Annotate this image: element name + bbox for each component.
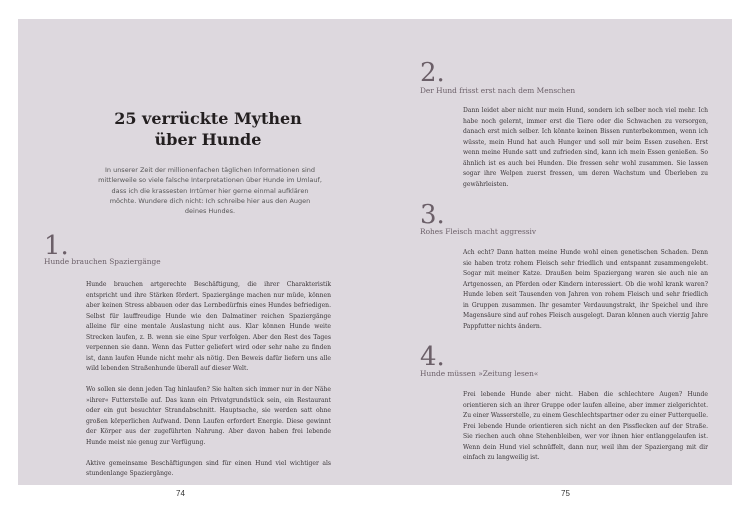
section-body-4: [463, 390, 708, 464]
section-number-2: 2.: [420, 58, 445, 88]
section-heading-1: Hunde brauchen Spaziergänge: [44, 257, 161, 266]
paragraph: Aktive gemeinsame Beschäftigungen sind für einen Hund viel wichtiger als stundenlange Spaziergänge.: [86, 459, 331, 477]
section-body-2: [463, 106, 708, 190]
section-heading-4: Hunde müssen »Zeitung lesen«: [420, 369, 539, 378]
section-heading-2: Der Hund frisst erst nach dem Menschen: [420, 86, 576, 95]
paragraph: Ach echt? Dann hatten meine Hunde wohl einen genetischen Schaden. Denn sie haben trotz rohem Fleisch sehr friedlich und entspannt zusammengelebt. Sogar mit meiner Katze. Draußen beim Spaziergang waren sie auch nie an Artgenossen, an Pferden oder Kindern interessiert. Ob die wohl krank waren? Hunde leben seit Tausenden von Jahren von rohem Fleisch und sehr friedlich in Gruppen zusammen. Ihr gesamter Verdauungstrakt, ihr Speichel und ihre Magensäure sind auf rohes Fleisch ausgelegt. Daran können auch vierzig Jahre Pappfutter nichts ändern.: [463, 249, 708, 330]
chapter-title: [108, 108, 308, 150]
paragraph: Hunde brauchen artgerechte Beschäftigung, die ihrer Charakteristik entspricht und ihre Stärken fördert. Spaziergänge machen nur müde, können aber keinen Stress abbauen oder das Lernbedürfnis eines Hundes befriedigen. Selbst für lauffreudige Hunde wie den Dalmatiner reichen Spaziergänge alleine für eine mentale Auslastung nicht aus. Klar können Hunde weite Strecken laufen, z. B. wenn sie eine Spur verfolgen. Aber den Rest des Tages verpennen sie dann. Wenn das Futter geliefert wird oder sehr nahe zu finden ist, dann laufen Hunde nicht mehr als nötig. Den Beweis dafür liefern uns alle wild lebenden Straßenhunde überall auf dieser Welt.: [86, 281, 331, 372]
page-number-right: 75: [561, 489, 570, 498]
chapter-title-line2: über Hunde: [154, 130, 262, 149]
section-heading-3: Rohes Fleisch macht aggressiv: [420, 227, 537, 236]
paragraph: Frei lebende Hunde aber nicht. Haben die schlechtere Augen? Hunde orientieren sich an ihrer Gruppe oder laufen alleine, aber immer zielgerichtet. Zu einer Wasserstelle, zu einem Geschlechtspartner oder zu einer Futterquelle. Frei lebende Hunde orientieren sich nicht an den Pissflecken auf der Straße. Sie riechen auch ohne Stehenbleiben, wer vor ihnen hier entlanggelaufen ist. Wenn dein Hund viel schnüffelt, dann nur, weil ihm der Spaziergang mit dir einfach zu langweilig ist.: [463, 391, 708, 461]
section-body-3: [463, 248, 708, 332]
paragraph: Wo sollen sie denn jeden Tag hinlaufen? Sie halten sich immer nur in der Nähe »ihrer« Futterstelle auf. Das kann ein Privatgrundstück sein, ein Restaurant oder ein gut besuchter Strandabschnitt. Hauptsache, sie werden satt ohne großen körperlichen Aufwand. Denn Laufen erfordert Energie. Diese gewinnt der Körper aus der zugeführten Nahrung. Aber davon haben frei lebende Hunde meist nie genug zur Verfügung.: [86, 386, 331, 446]
section-number-1: 1.: [44, 231, 69, 261]
chapter-title-line1: 25 verrückte Mythen: [114, 109, 302, 128]
section-number-4: 4.: [420, 342, 445, 372]
paragraph: Dann leidet aber nicht nur mein Hund, sondern ich selber noch viel mehr. Ich habe noch gelernt, immer erst die Tiere oder die Schwachen zu versorgen, danach erst mich selber. Ich könnte keinen Bissen runterbekommen, wenn ich wüsste, mein Hund hat auch Hunger und soll mir beim Essen zusehen. Erst wenn meine Hunde satt und zufrieden sind, kann ich mein Essen genießen. So ähnlich ist es auch bei Hunden. Die fressen sehr wohl zusammen. Sie lassen sogar ihre Welpen zuerst fressen, um deren Wachstum und Überleben zu gewährleisten.: [463, 107, 708, 188]
chapter-intro: In unserer Zeit der millionenfachen täglichen Informationen sind mittlerweile so viele falsche Interpretationen über Hunde im Umlauf, dass ich die krassesten Irrtümer hier gerne einmal aufklären möchte. Wundere dich nicht: Ich schreibe hier aus den Augen deines Hundes.: [98, 166, 322, 216]
page-number-left: 74: [176, 489, 185, 498]
section-number-3: 3.: [420, 200, 445, 230]
section-body-1: [86, 280, 331, 480]
